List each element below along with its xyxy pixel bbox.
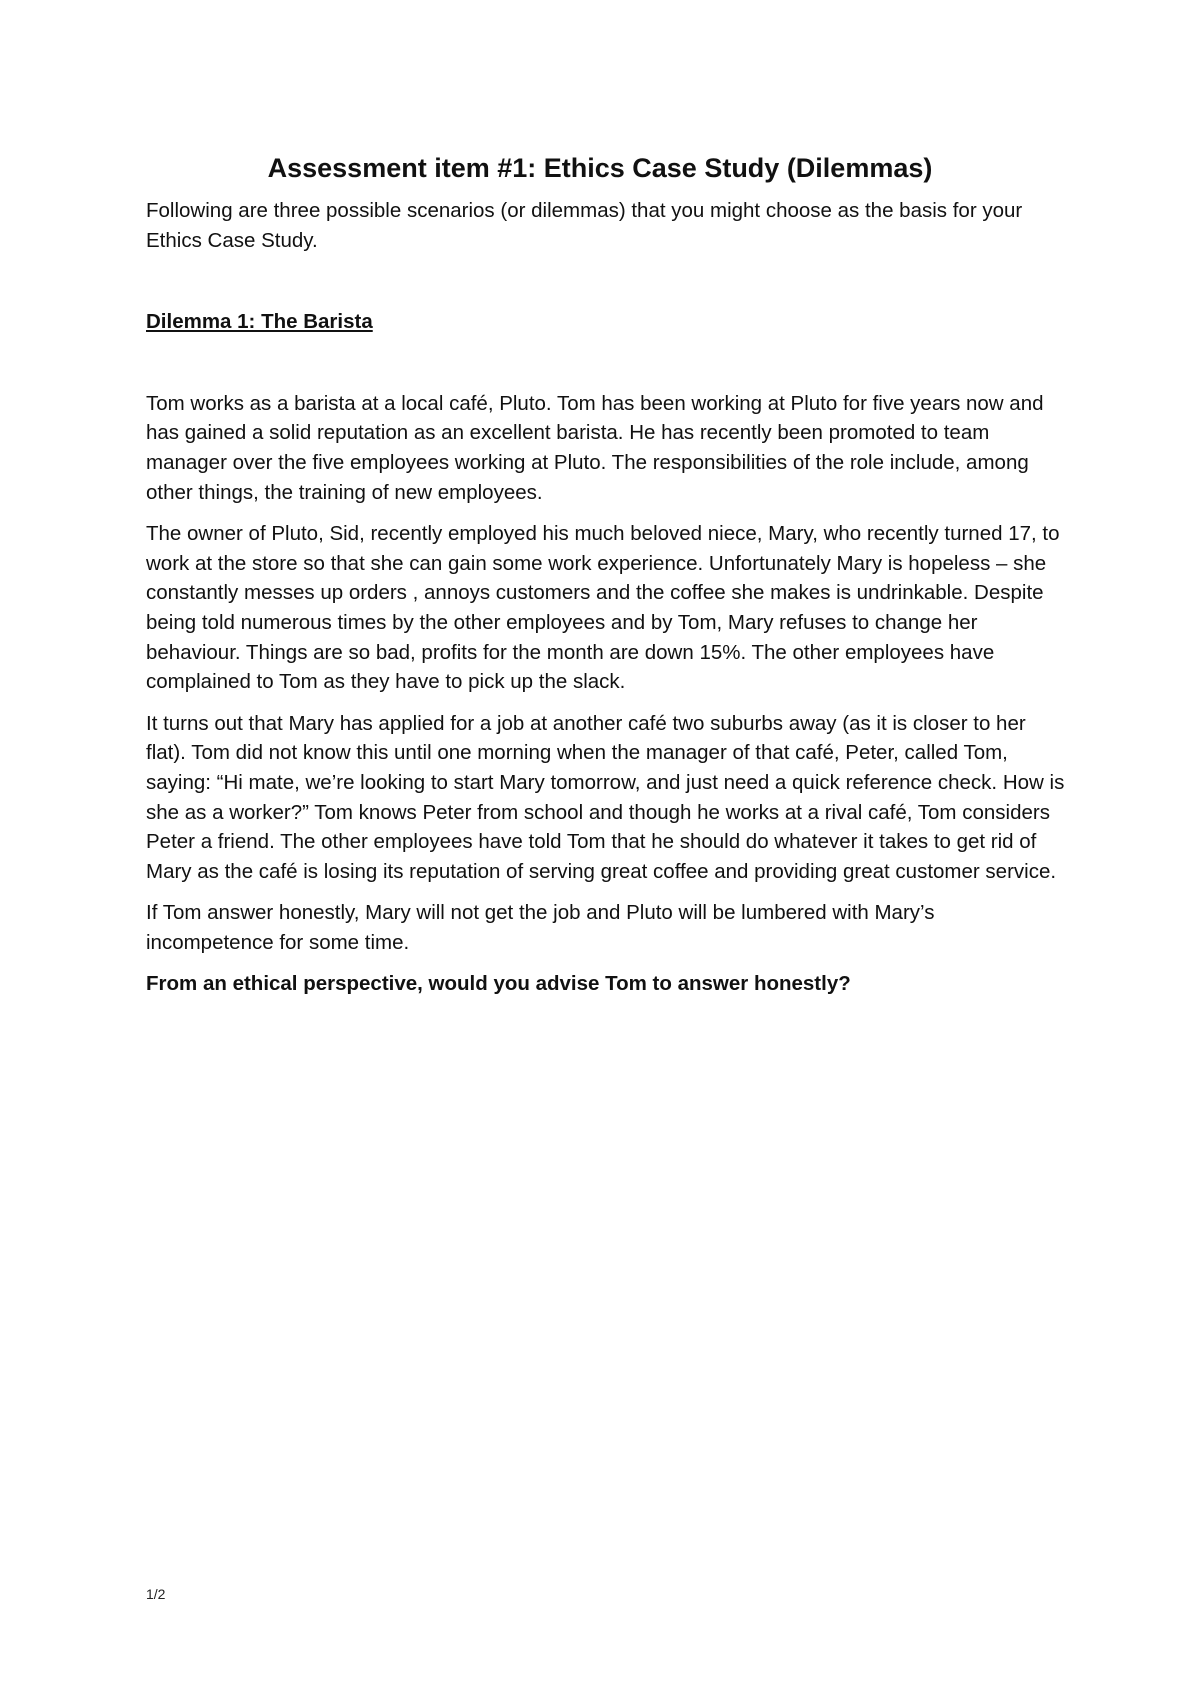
intro-paragraph: Following are three possible scenarios (or dilemmas) that you might choose as the basis for your Ethics Case Study. (146, 199, 1023, 252)
page-number: 1/2 (146, 1586, 166, 1602)
document-body (146, 196, 1066, 999)
question-text: From an ethical perspective, would you advise Tom to answer honestly? (146, 972, 851, 996)
paragraph-4: If Tom answer honestly, Mary will not get the job and Pluto will be lumbered with Mary’s incompetence for some time. (146, 901, 935, 954)
document-title: Assessment item #1: Ethics Case Study (Dilemmas) (267, 153, 933, 183)
paragraph-2: The owner of Pluto, Sid, recently employed his much beloved niece, Mary, who recently turned 17, to work at the store so that she can gain some work experience. Unfortunately Mary is hopeless – she constantly messes up orders , annoys customers and the coffee she makes is undrinkable. Despite being told numerous times by the other employees and by Tom, Mary refuses to change her behaviour. Things are so bad, profits for the month are down 15%. The other employees have complained to Tom as they have to pick up the slack. (146, 522, 1060, 694)
paragraph-1: Tom works as a barista at a local café, Pluto. Tom has been working at Pluto for five years now and has gained a solid reputation as an excellent barista. He has recently been promoted to team manager over the five employees working at Pluto. The responsibilities of the role include, among other things, the training of new employees. (146, 391, 1044, 504)
dilemma-heading: Dilemma 1: The Barista (146, 310, 373, 334)
paragraph-3: It turns out that Mary has applied for a job at another café two suburbs away (as it is closer to her flat). Tom did not know this until one morning when the manager of that café, Peter, called Tom, saying: “Hi mate, we’re looking to start Mary tomorrow, and just need a quick reference check. How is she as a worker?” Tom knows Peter from school and though he works at a rival café, Tom considers Peter a friend. The other employees have told Tom that he should do whatever it takes to get rid of Mary as the café is losing its reputation of serving great coffee and providing great customer service. (146, 711, 1065, 883)
